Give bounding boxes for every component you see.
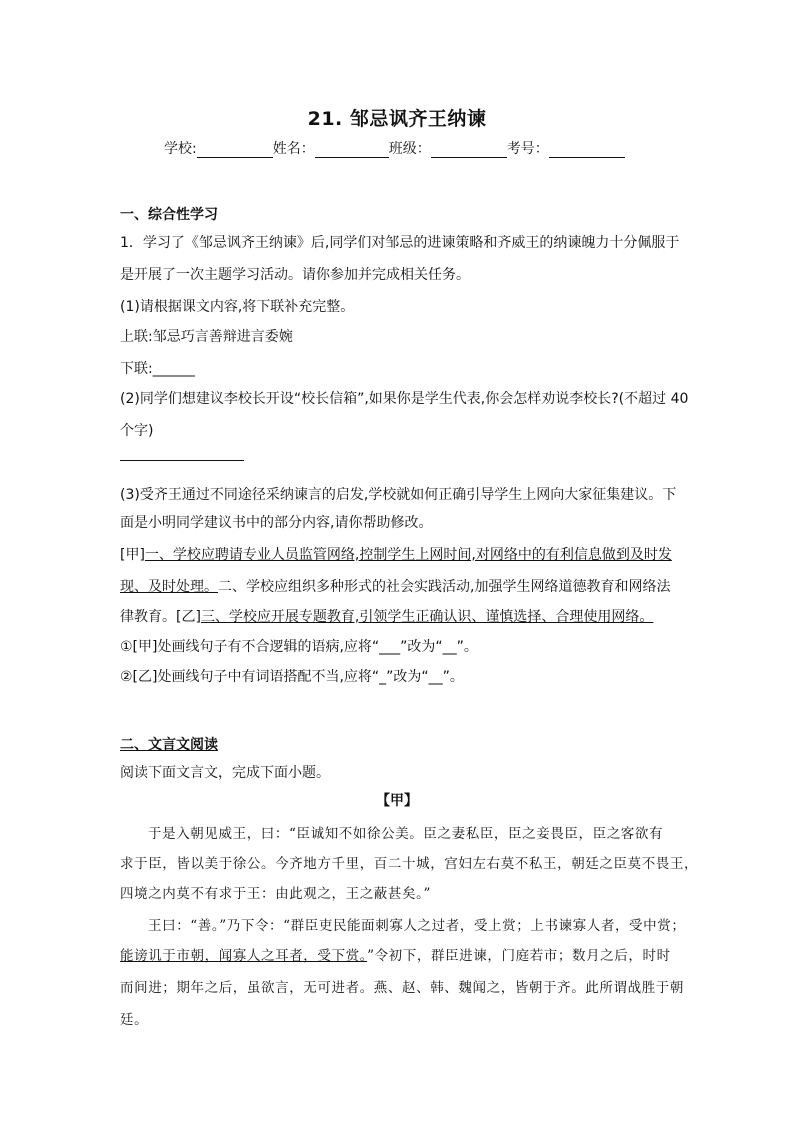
subquestion-1: (1)请根据课文内容,将下联补充完整。	[120, 299, 355, 315]
couplet-lower: 下联:______	[120, 361, 195, 377]
student-info-row	[164, 138, 625, 158]
classical-line-7: 廷。	[120, 1012, 149, 1028]
answer-line[interactable]	[120, 460, 244, 461]
school-blank[interactable]	[197, 143, 273, 158]
tag-yi: [乙]	[176, 609, 201, 625]
classical-line-4: 王曰：“善。”乃下令：“群臣吏民能面刺寡人之过者，受上赏；上书谏寡人者，受中赏；	[148, 918, 686, 934]
proposal-sentence-c: 律教育。	[120, 609, 176, 625]
underlined-sentence-d: 三、学校应开展专题教育,引领学生正确认识、谨慎选择、合理使用网络。	[200, 609, 654, 625]
section-heading-2: 二、文言文阅读	[120, 737, 218, 753]
class-blank[interactable]	[431, 143, 507, 158]
underlined-sentence-a2: 现、及时处理。	[120, 579, 218, 595]
number-label: 考号：	[506, 141, 549, 157]
question-1-line-2: 是开展了一次主题学习活动。请你参加并完成相关任务。	[120, 267, 470, 283]
subquestion-2-line-2: 个字)	[120, 423, 154, 439]
section-heading-1: 一、综合性学习	[120, 207, 218, 223]
classical-line-3: 四境之内莫不有求于王：由此观之，王之蔽甚矣。”	[120, 886, 431, 902]
proposal-line-3	[120, 606, 653, 626]
classical-line-1: 于是入朝见威王，曰：“臣诚知不如徐公美。臣之妻私臣，臣之妾畏臣，臣之客欲有	[148, 826, 664, 842]
number-blank[interactable]	[549, 143, 625, 158]
tag-jia: [甲]	[120, 547, 145, 563]
question-b: ②[乙]处画线句子中有词语搭配不当,应将“_”改为“__”。	[120, 669, 464, 685]
proposal-line-2	[120, 576, 670, 596]
proposal-sentence-b: 二、学校应组织多种形式的社会实践活动,加强学生网络道德教育和网络法	[218, 579, 671, 595]
subquestion-3-line-1: (3)受齐王通过不同途径采纳谏言的启发,学校就如何正确引导学生上网向大家征集建议。下	[120, 487, 677, 503]
question-1-line-1: 1．学习了《邹忌讽齐王纳谏》后,同学们对邹忌的进谏策略和齐威王的纳谏魄力十分佩服于	[120, 235, 680, 251]
proposal-line-1	[120, 544, 672, 564]
name-label: 姓名：	[272, 141, 315, 157]
page-title: 21. 邹忌讽齐王纳谏	[307, 108, 487, 130]
reading-intro: 阅读下面文言文，完成下面小题。	[120, 765, 330, 781]
question-a: ①[甲]处画线句子有不合逻辑的语病,应将“___”改为“__”。	[120, 639, 478, 655]
classical-line-6: 而间进；期年之后，虽欲言，无可进者。燕、赵、韩、魏闻之，皆朝于齐。此所谓战胜于朝	[120, 980, 684, 996]
underlined-sentence-a1: 一、学校应聘请专业人员监管网络,控制学生上网时间,对网络中的有利信息做到及时发	[144, 547, 672, 563]
classical-line-5-rest: ”令初下，群臣进谏，门庭若市；数月之后，时时	[367, 948, 671, 964]
passage-jia-heading: 【甲】	[376, 793, 418, 809]
name-blank[interactable]	[315, 143, 389, 158]
subquestion-2-line-1: (2)同学们想建议李校长开设“校长信箱”,如果你是学生代表,你会怎样劝说李校长?(不超过 40	[120, 391, 689, 407]
class-label: 班级：	[388, 141, 431, 157]
classical-line-2: 求于臣，皆以美于徐公。今齐地方千里，百二十城，宫妇左右莫不私王，朝廷之臣莫不畏王，	[120, 856, 699, 872]
school-label: 学校:	[164, 141, 197, 157]
classical-line-5	[120, 944, 671, 964]
classical-underlined: 能谤讥于市朝，闻寡人之耳者，受下赏。	[120, 948, 368, 964]
subquestion-3-line-2: 面是小明同学建议书中的部分内容,请你帮助修改。	[120, 515, 433, 531]
couplet-upper: 上联:邹忌巧言善辩进言委婉	[120, 329, 293, 345]
